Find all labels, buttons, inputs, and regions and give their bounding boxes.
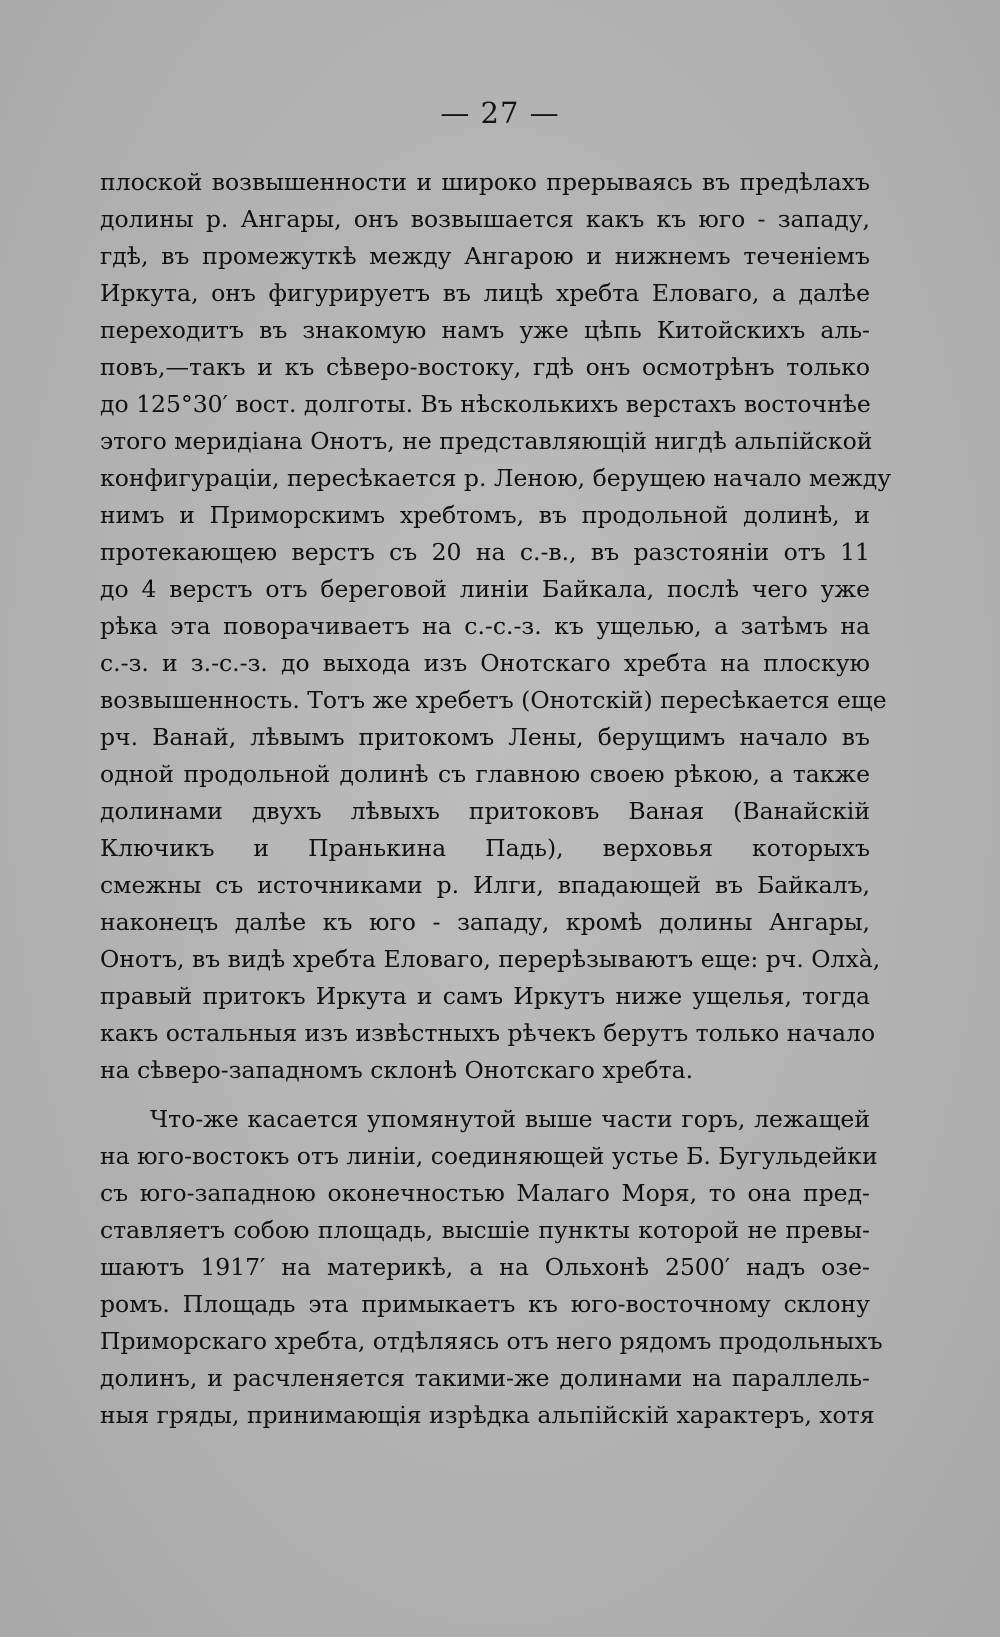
text-line: протекающею верстъ съ 20 на с.-в., въ разстоянiи отъ 11 [100, 538, 870, 566]
text-line: съ юго-западною оконечностью Малаго Моря, то она пред- [100, 1179, 870, 1207]
text-line: конфигурацiи, пересѣкается р. Леною, берущею начало между [100, 464, 892, 492]
text-line: этого меридiана Онотъ, не представляющiй нигдѣ альпiйской [100, 427, 873, 455]
text-line: ромъ. Площадь эта примыкаетъ къ юго-восточному склону [100, 1290, 870, 1318]
body-text [100, 164, 892, 1434]
text-line: плоской возвышенности и широко прерываясь въ предѣлахъ [100, 168, 870, 196]
text-line: возвышенность. Тотъ же хребетъ (Онотскiй) пересѣкается еще [100, 686, 887, 714]
text-line: гдѣ, въ промежуткѣ между Ангарою и нижнемъ теченiемъ [100, 242, 870, 270]
text-line: Иркута, онъ фигурируетъ въ лицѣ хребта Еловаго, а далѣе [100, 279, 870, 307]
text-line: переходитъ въ знакомую намъ уже цѣпь Китойскихъ аль- [100, 316, 870, 344]
text-line: на юго-востокъ отъ линiи, соединяющей устье Б. Бугульдейки [100, 1142, 878, 1170]
text-line: долинъ, и расчленяется такими-же долинами на параллель- [100, 1364, 870, 1392]
text-line: одной продольной долинѣ съ главною своею рѣкою, а также [100, 760, 870, 788]
text-line: какъ остальныя изъ извѣстныхъ рѣчекъ берутъ только начало [100, 1019, 876, 1047]
text-line: ныя гряды, принимающiя изрѣдка альпiйскiй характеръ, хотя [100, 1401, 875, 1429]
text-line: рч. Ванай, лѣвымъ притокомъ Лены, берущимъ начало въ [100, 723, 870, 751]
text-line: на сѣверо-западномъ склонѣ Онотскаго хребта. [100, 1056, 694, 1084]
text-line: с.-з. и з.-с.-з. до выхода изъ Онотскаго хребта на плоскую [100, 649, 870, 677]
page-number: — 27 — [440, 96, 560, 130]
text-line: нимъ и Приморскимъ хребтомъ, въ продольной долинѣ, и [100, 501, 870, 529]
paragraph-2 [100, 1101, 883, 1434]
text-line: правый притокъ Иркута и самъ Иркутъ ниже ущелья, тогда [100, 982, 870, 1010]
text-line: повъ,—такъ и къ сѣверо-востоку, гдѣ онъ осмотрѣнъ только [100, 353, 870, 381]
paragraph-spacer [100, 1089, 870, 1101]
text-line: долины р. Ангары, онъ возвышается какъ къ юго - западу, [100, 205, 870, 233]
paragraph-1 [100, 164, 892, 1089]
text-line: до 125°30′ вост. долготы. Въ нѣсколькихъ верстахъ восточнѣе [100, 390, 871, 418]
text-line: Онотъ, въ видѣ хребта Еловаго, перерѣзываютъ еще: рч. Олхà, [100, 945, 881, 973]
text-line: смежны съ источниками р. Илги, впадающей въ Байкалъ, [100, 871, 870, 899]
text-line: наконецъ далѣе къ юго - западу, кромѣ долины Ангары, [100, 908, 870, 936]
text-line: до 4 верстъ отъ береговой линiи Байкала, послѣ чего уже [100, 575, 870, 603]
text-line: рѣка эта поворачиваетъ на с.-с.-з. къ ущелью, а затѣмъ на [100, 612, 870, 640]
text-line: Что-же касается упомянутой выше части горъ, лежащей [150, 1105, 870, 1133]
text-line: долинами двухъ лѣвыхъ притоковъ Ваная (Ванайскiй [100, 797, 870, 825]
text-line: Приморскаго хребта, отдѣляясь отъ него рядомъ продольныхъ [100, 1327, 883, 1355]
text-line: Ключикъ и Пранькина Падь), верховья которыхъ [100, 834, 870, 862]
text-line: шаютъ 1917′ на материкѣ, а на Ольхонѣ 2500′ надъ озе- [100, 1253, 870, 1281]
text-line: ставляетъ собою площадь, высшiе пункты которой не превы- [100, 1216, 870, 1244]
